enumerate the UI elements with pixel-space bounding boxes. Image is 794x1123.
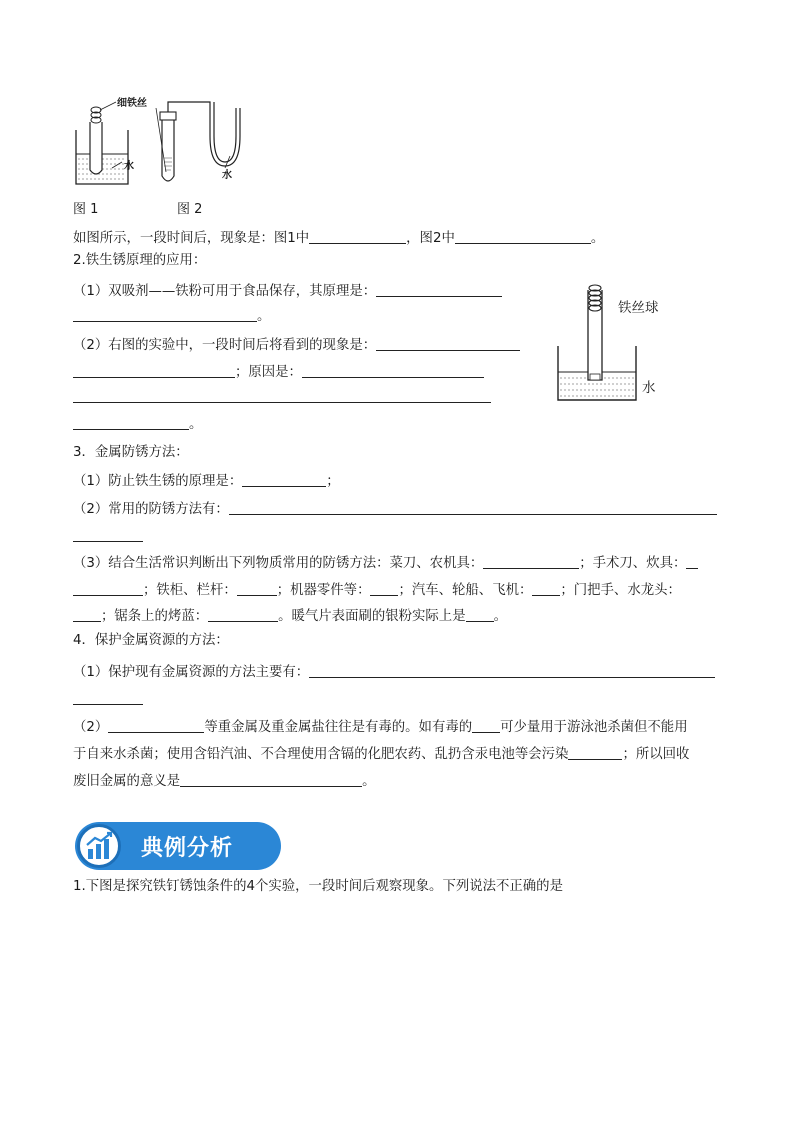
- answer-blank[interactable]: [309, 229, 406, 244]
- answer-blank[interactable]: [302, 363, 484, 378]
- fig1-fig2-diagram: [70, 96, 260, 196]
- answer-blank[interactable]: [73, 581, 143, 596]
- answer-blank[interactable]: [309, 663, 715, 678]
- answer-blank[interactable]: [208, 607, 278, 622]
- q3-2-line: （2）常用的防锈方法有：: [73, 498, 717, 519]
- example-analysis-banner: [75, 822, 281, 870]
- answer-blank[interactable]: [237, 581, 277, 596]
- section-2-heading: 2.铁生锈原理的应用：: [73, 253, 207, 268]
- answer-blank[interactable]: [455, 229, 591, 244]
- answer-blank[interactable]: [73, 415, 189, 430]
- answer-blank[interactable]: [73, 388, 491, 403]
- fig1-caption: 图 1: [73, 202, 99, 217]
- answer-blank[interactable]: [242, 472, 326, 487]
- answer-blank[interactable]: [108, 718, 204, 733]
- q2-2-line4: 。: [73, 413, 202, 434]
- answer-blank[interactable]: [472, 718, 500, 733]
- iron-ball-label: 铁丝球: [618, 300, 659, 316]
- fig-observation-line: 如图所示，一段时间后，现象是：图1中 ，图2中 。: [73, 231, 605, 246]
- q2-1-line: （1）双吸剂——铁粉可用于食品保存，其原理是：: [73, 280, 502, 301]
- q2-1-line2: 。: [73, 305, 270, 326]
- section-4-heading: 4．保护金属资源的方法：: [73, 633, 229, 648]
- q4-1-line2: [73, 688, 143, 709]
- beaker-water-label: 水: [642, 380, 656, 396]
- answer-blank[interactable]: [466, 607, 494, 622]
- q2-2-line2: ；原因是：: [73, 361, 484, 382]
- fig1-water-label: 水: [124, 161, 134, 172]
- q3-3-line3: ；锯条上的烤蓝： 。暖气片表面刷的银粉实际上是 。: [73, 605, 507, 626]
- q3-3-line: （3）结合生活常识判断出下列物质常用的防锈方法：菜刀、农机具： ；手术刀、炊具：: [73, 552, 698, 573]
- fig2-water-label: 水: [222, 170, 232, 181]
- fig1-wire-label: 细铁丝: [117, 98, 147, 109]
- q4-2-line: （2） 等重金属及重金属盐往往是有毒的。如有毒的 可少量用于游泳池杀菌但不能用: [73, 720, 688, 735]
- answer-blank[interactable]: [568, 745, 622, 760]
- q3-1-line: （1）防止铁生锈的原理是： ；: [73, 474, 340, 489]
- q4-2-line2: 于自来水杀菌；使用含铅汽油、不合理使用含镉的化肥农药、乱扔含汞电池等会污染 ；所以回收: [73, 747, 690, 762]
- answer-blank[interactable]: [370, 581, 398, 596]
- banner-title: 典例分析: [141, 836, 234, 861]
- answer-blank[interactable]: [73, 527, 143, 542]
- q3-2-line2: [73, 525, 143, 546]
- example-question-1: 1.下图是探究铁钉锈蚀条件的4个实验，一段时间后观察现象。下列说法不正确的是: [73, 879, 563, 894]
- q3-3-line2: ；铁柜、栏杆： ；机器零件等： ；汽车、轮船、飞机： ；门把手、水龙头：: [73, 579, 681, 600]
- q4-2-line3: 废旧金属的意义是 。: [73, 774, 376, 789]
- answer-blank[interactable]: [73, 690, 143, 705]
- chart-growth-icon: [77, 824, 121, 868]
- answer-blank[interactable]: [229, 500, 717, 515]
- q2-2-line: （2）右图的实验中，一段时间后将看到的现象是：: [73, 334, 520, 355]
- fig2-caption: 图 2: [177, 202, 203, 217]
- answer-blank[interactable]: [73, 607, 101, 622]
- answer-blank[interactable]: [483, 554, 579, 569]
- answer-blank[interactable]: [180, 772, 362, 787]
- answer-blank[interactable]: [73, 307, 257, 322]
- answer-blank[interactable]: [376, 282, 502, 297]
- q2-2-line3: [73, 386, 491, 407]
- answer-blank[interactable]: [376, 336, 520, 351]
- answer-blank[interactable]: [686, 554, 698, 569]
- section-3-heading: 3．金属防锈方法：: [73, 445, 189, 460]
- answer-blank[interactable]: [532, 581, 560, 596]
- q4-1-line: （1）保护现有金属资源的方法主要有：: [73, 661, 715, 682]
- answer-blank[interactable]: [73, 363, 235, 378]
